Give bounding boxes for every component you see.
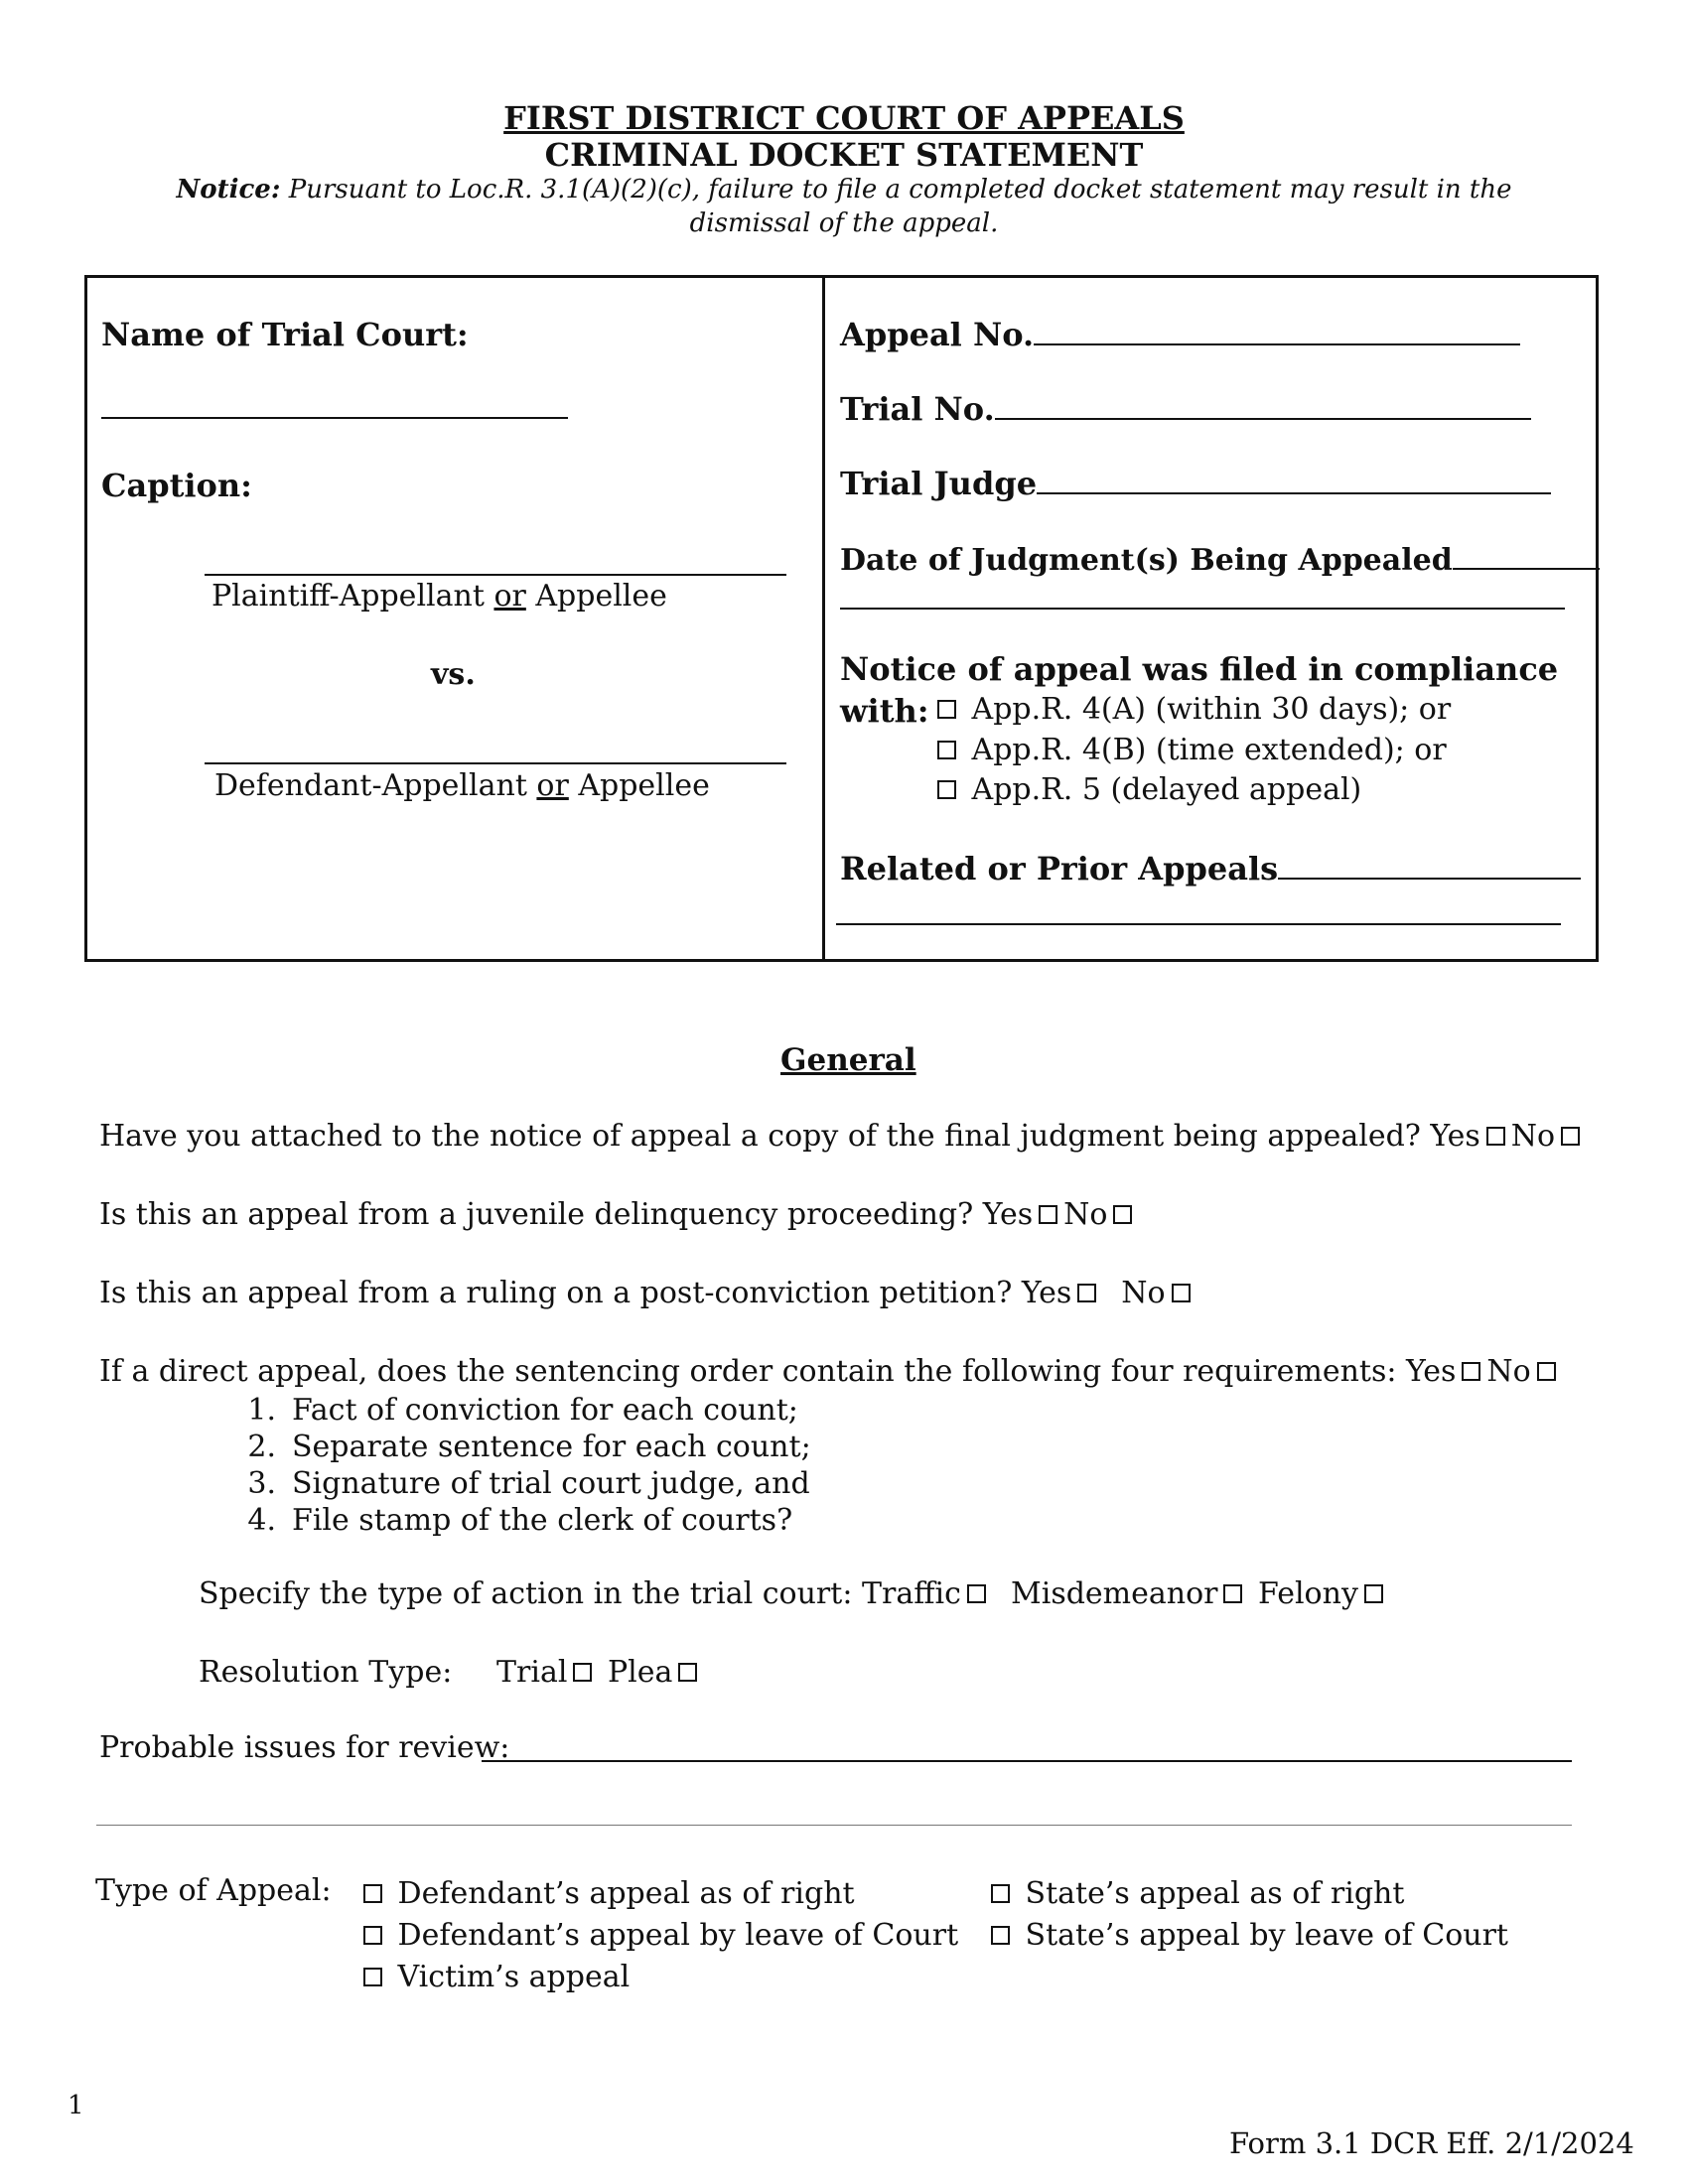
option-def-right[interactable]: Defendant’s appeal as of right (357, 1876, 855, 1911)
trial-court-label: Name of Trial Court: (101, 316, 469, 353)
page-number: 1 (68, 2091, 84, 2120)
requirement-item: 4. File stamp of the clerk of courts? (247, 1503, 793, 1538)
checkbox-q3-no[interactable] (1172, 1284, 1191, 1302)
trial-judge-field[interactable] (1037, 465, 1551, 494)
checkbox-traffic[interactable] (967, 1584, 986, 1603)
notice-label: Notice: (176, 175, 281, 205)
option-appr-4b[interactable]: App.R. 4(B) (time extended); or (931, 733, 1447, 767)
checkbox-appr-5[interactable] (937, 780, 956, 799)
judgment-date-field-2[interactable] (840, 608, 1565, 610)
issues-field-2[interactable] (96, 1825, 1572, 1826)
form-id: Form 3.1 DCR Eff. 2/1/2024 (1229, 2126, 1634, 2160)
question-sentencing-order: If a direct appeal, does the sentencing order contain the following four requirements: Yes No (99, 1354, 1562, 1389)
related-appeals-field[interactable] (1278, 850, 1581, 880)
action-type: Specify the type of action in the trial court: Traffic Misdemeanor Felony (199, 1576, 1389, 1611)
trial-no-field[interactable] (995, 390, 1531, 420)
plaintiff-label: Plaintiff-Appellant or Appellee (211, 579, 667, 614)
checkbox-q3-yes[interactable] (1077, 1284, 1096, 1302)
checkbox-q2-yes[interactable] (1039, 1205, 1057, 1224)
resolution-label: Resolution Type: (199, 1655, 453, 1690)
checkbox-felony[interactable] (1364, 1584, 1383, 1603)
versus: vs. (431, 657, 476, 692)
checkbox-q1-no[interactable] (1561, 1127, 1580, 1146)
court-title: FIRST DISTRICT COURT OF APPEALS (503, 99, 1185, 137)
requirement-item: 2. Separate sentence for each count; (247, 1430, 811, 1464)
checkbox-victim[interactable] (363, 1968, 382, 1986)
checkbox-q4-no[interactable] (1537, 1362, 1556, 1381)
notice-compliance-with: with: (840, 692, 929, 730)
box-divider (822, 275, 825, 962)
related-appeals: Related or Prior Appeals (840, 850, 1581, 887)
checkbox-plea[interactable] (678, 1663, 697, 1682)
option-state-leave[interactable]: State’s appeal by leave of Court (985, 1918, 1508, 1953)
checkbox-misdemeanor[interactable] (1223, 1584, 1242, 1603)
requirement-item: 1. Fact of conviction for each count; (247, 1393, 798, 1428)
requirement-item: 3. Signature of trial court judge, and (247, 1466, 810, 1501)
checkbox-appr-4a[interactable] (937, 700, 956, 719)
issues-field[interactable] (482, 1760, 1572, 1762)
trial-judge: Trial Judge (840, 465, 1551, 502)
docket-statement-title: CRIMINAL DOCKET STATEMENT (544, 136, 1144, 174)
checkbox-def-leave[interactable] (363, 1926, 382, 1945)
checkbox-q4-yes[interactable] (1462, 1362, 1480, 1381)
checkbox-state-right[interactable] (991, 1884, 1010, 1903)
option-def-leave[interactable]: Defendant’s appeal by leave of Court (357, 1918, 958, 1953)
appeal-no: Appeal No. (840, 316, 1520, 353)
general-heading: General (780, 1042, 916, 1078)
judgment-date-field[interactable] (1453, 540, 1600, 570)
appeal-no-field[interactable] (1034, 316, 1520, 345)
trial-no: Trial No. (840, 390, 1531, 428)
judgment-date: Date of Judgment(s) Being Appealed (840, 540, 1600, 578)
plaintiff-field[interactable] (205, 574, 786, 576)
checkbox-def-right[interactable] (363, 1884, 382, 1903)
question-post-conviction: Is this an appeal from a ruling on a post-conviction petition? Yes No (99, 1276, 1196, 1310)
notice-compliance-label: Notice of appeal was filed in compliance (840, 650, 1559, 688)
trial-court-field[interactable] (101, 417, 568, 419)
caption-label: Caption: (101, 467, 252, 504)
defendant-label: Defendant-Appellant or Appellee (214, 768, 710, 803)
defendant-field[interactable] (205, 762, 786, 764)
notice (129, 173, 1559, 240)
checkbox-q1-yes[interactable] (1486, 1127, 1505, 1146)
resolution-options: Trial Plea (496, 1655, 703, 1690)
type-of-appeal-label: Type of Appeal: (95, 1873, 332, 1908)
checkbox-trial[interactable] (573, 1663, 592, 1682)
question-juvenile: Is this an appeal from a juvenile delinquency proceeding? Yes No (99, 1197, 1138, 1232)
option-victim[interactable]: Victim’s appeal (357, 1960, 630, 1994)
question-final-judgment: Have you attached to the notice of appeal a copy of the final judgment being appealed? Yes No (99, 1119, 1586, 1154)
checkbox-state-leave[interactable] (991, 1926, 1010, 1945)
option-appr-4a[interactable]: App.R. 4(A) (within 30 days); or (931, 692, 1451, 727)
option-appr-5[interactable]: App.R. 5 (delayed appeal) (931, 772, 1361, 807)
checkbox-appr-4b[interactable] (937, 741, 956, 759)
option-state-right[interactable]: State’s appeal as of right (985, 1876, 1404, 1911)
checkbox-q2-no[interactable] (1113, 1205, 1132, 1224)
related-appeals-field-2[interactable] (836, 923, 1561, 925)
notice-text: Pursuant to Loc.R. 3.1(A)(2)(c), failure to file a completed docket statement may result in the dismissal of the appeal. (288, 175, 1512, 238)
issues-label: Probable issues for review: (99, 1730, 510, 1765)
